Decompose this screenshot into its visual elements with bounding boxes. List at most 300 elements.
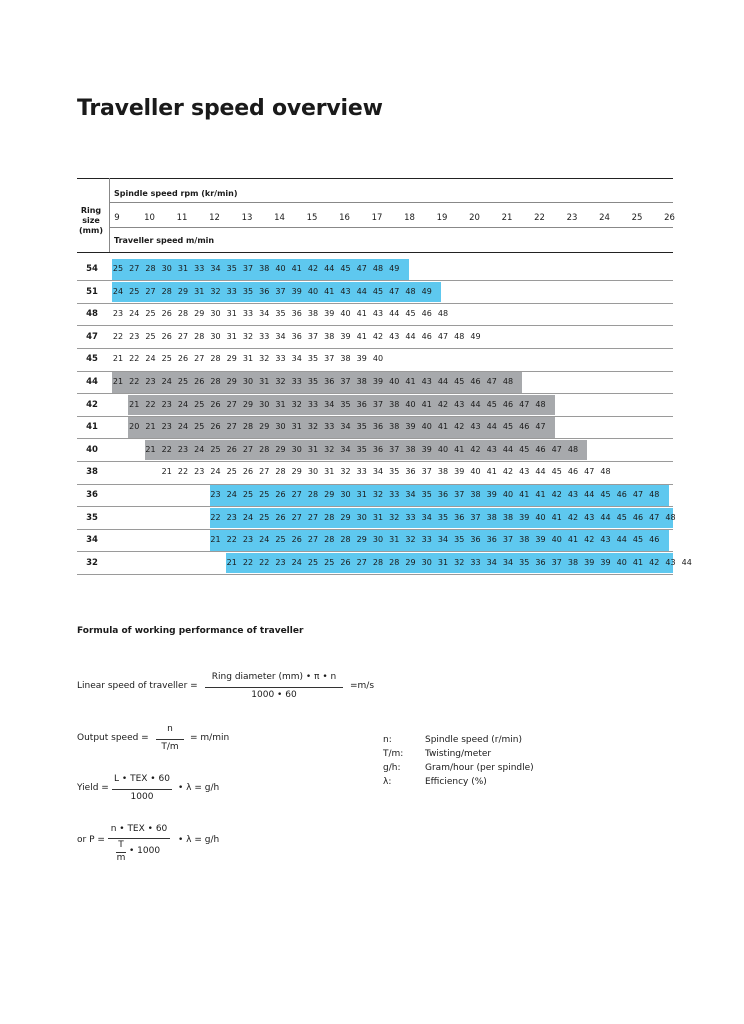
traveller-speed-value: 42 [567,512,579,522]
traveller-speed-value: 27 [307,512,319,522]
traveller-speed-value: 46 [649,535,660,545]
formula-p-bar [108,838,170,839]
traveller-speed-value: 31 [259,377,270,386]
traveller-speed-value: 47 [535,422,546,432]
formula-linear-lhs: Linear speed of traveller = [77,681,198,691]
traveller-speed-value: 33 [324,422,335,432]
formula-output-lhs: Output speed = [77,733,149,743]
traveller-speed-value: 33 [226,286,237,296]
traveller-speed-value: 27 [177,331,189,341]
traveller-speed-value: 47 [649,512,660,522]
spindle-speed-tick: 14 [274,213,285,223]
traveller-speed-value: 21 [161,467,172,477]
traveller-speed-value: 39 [486,490,497,499]
traveller-speed-value: 37 [389,444,400,454]
traveller-speed-value: 45 [372,286,384,296]
traveller-speed-value: 32 [242,331,254,341]
traveller-speed-value: 23 [242,535,254,545]
traveller-speed-header: Traveller speed m/min [114,236,215,245]
traveller-speed-value: 44 [356,286,367,296]
ring-size-label: 48 [86,309,98,320]
traveller-speed-value: 26 [275,490,286,499]
traveller-speed-value: 36 [291,331,302,341]
traveller-speed-value: 36 [437,490,449,499]
traveller-speed-value: 41 [519,490,530,499]
formula-p-den-t: T [118,840,124,850]
spindle-speed-tick: 17 [371,213,383,223]
traveller-speed-value: 27 [291,512,302,522]
traveller-speed-value: 41 [437,422,449,432]
spindle-speed-tick: 12 [209,213,220,223]
traveller-speed-value: 39 [405,422,416,432]
traveller-speed-value: 28 [194,331,205,341]
traveller-speed-value: 44 [584,490,595,499]
traveller-speed-value: 46 [421,309,432,319]
traveller-speed-value: 29 [356,535,367,545]
traveller-speed-value: 45 [600,490,611,499]
traveller-speed-value: 43 [600,535,611,545]
traveller-speed-value: 31 [356,490,367,499]
traveller-speed-value: 44 [486,422,497,432]
traveller-speed-value: 35 [340,399,351,409]
traveller-speed-value: 28 [161,286,172,296]
traveller-speed-value: 36 [259,286,270,296]
page-title: Traveller speed overview [77,96,383,121]
traveller-speed-value: 31 [226,331,237,341]
formula-p-den-m: m [116,853,126,863]
traveller-speed-value: 43 [454,399,465,409]
traveller-speed-value: 39 [372,377,384,386]
traveller-speed-value: 21 [112,377,124,386]
formula-linear-rhs: =m/s [350,681,375,691]
ring-size-label: 40 [86,444,98,455]
spindle-speed-tick: 20 [469,213,480,223]
traveller-speed-value: 25 [145,331,156,341]
spindle-speed-tick: 15 [306,213,318,223]
traveller-speed-value: 33 [405,512,416,522]
traveller-speed-value: 46 [470,377,481,386]
traveller-speed-value: 38 [502,512,514,522]
ring-size-label: 35 [86,512,98,523]
traveller-speed-value: 45 [551,467,562,477]
traveller-speed-value: 29 [405,557,416,567]
legend-description: Spindle speed (r/min) [425,735,523,745]
traveller-speed-value: 21 [145,444,156,454]
traveller-speed-value: 26 [340,557,351,567]
traveller-speed-value: 35 [421,490,432,499]
traveller-speed-value: 26 [161,331,172,341]
traveller-speed-value: 49 [470,331,481,341]
traveller-speed-value: 27 [194,354,205,364]
formula-output-bar [156,739,184,740]
traveller-speed-value: 49 [421,286,432,296]
traveller-speed-value: 32 [372,490,384,499]
traveller-speed-value: 43 [665,557,676,567]
spindle-speed-tick: 11 [176,213,188,223]
traveller-speed-value: 48 [437,309,449,319]
traveller-speed-value: 37 [372,399,384,409]
legend-symbol: n: [383,735,392,745]
traveller-speed-value: 37 [470,512,481,522]
traveller-speed-value: 46 [421,331,432,341]
traveller-speed-value: 22 [259,557,270,567]
traveller-speed-value: 27 [226,422,237,432]
traveller-speed-value: 36 [535,557,546,567]
traveller-speed-value: 44 [535,467,546,477]
traveller-speed-value: 32 [291,399,302,409]
traveller-speed-value: 32 [405,535,416,545]
traveller-speed-value: 46 [567,467,579,477]
traveller-speed-value: 24 [226,490,237,499]
traveller-speed-value: 40 [340,309,351,319]
traveller-speed-value: 32 [340,467,351,477]
traveller-speed-value: 38 [340,354,351,364]
traveller-speed-value: 20 [129,422,140,432]
traveller-speed-value: 48 [665,512,676,522]
traveller-speed-value: 36 [356,399,367,409]
traveller-speed-value: 21 [210,535,221,545]
traveller-speed-value: 48 [405,286,416,296]
formula-p-numerator: n • TEX • 60 [110,824,168,834]
traveller-speed-value: 28 [259,444,270,454]
traveller-speed-value: 39 [421,444,432,454]
traveller-speed-value: 24 [129,309,140,319]
traveller-speed-value: 29 [259,422,270,432]
traveller-speed-table [77,178,692,574]
traveller-speed-value: 29 [242,399,254,409]
traveller-speed-value: 23 [145,377,156,386]
traveller-speed-value: 43 [567,490,579,499]
traveller-speed-value: 26 [291,535,302,545]
traveller-speed-value: 31 [389,535,400,545]
traveller-speed-value: 25 [242,490,254,499]
traveller-speed-value: 33 [389,490,400,499]
traveller-speed-value: 46 [632,512,644,522]
traveller-speed-value: 31 [372,512,384,522]
traveller-speed-value: 33 [275,354,286,364]
traveller-speed-value: 47 [632,490,644,499]
traveller-speed-value: 44 [681,557,692,567]
traveller-speed-value: 46 [535,444,546,454]
traveller-speed-value: 24 [210,467,221,477]
traveller-speed-value: 29 [177,286,189,296]
traveller-speed-value: 32 [259,354,270,364]
traveller-speed-value: 23 [210,490,221,499]
header-rule-1 [109,202,673,203]
traveller-speed-value: 33 [291,377,302,386]
traveller-speed-value: 25 [275,535,286,545]
traveller-speed-value: 43 [519,467,530,477]
traveller-speed-value: 36 [470,535,481,545]
traveller-speed-value: 33 [421,535,432,545]
traveller-speed-value: 48 [454,331,465,341]
ring-size-label: 41 [86,422,98,433]
row-divider [77,574,673,575]
traveller-speed-value: 35 [519,557,530,567]
traveller-speed-value: 27 [356,557,367,567]
traveller-speed-value: 38 [356,377,367,386]
ring-header-line-2: size [82,216,100,225]
traveller-speed-value: 31 [437,557,449,567]
traveller-speed-value: 36 [324,377,335,386]
traveller-speed-value: 40 [389,377,400,386]
traveller-speed-value: 44 [600,512,611,522]
traveller-speed-value: 41 [454,444,465,454]
traveller-speed-value: 46 [502,399,514,409]
traveller-speed-value: 27 [291,490,302,499]
traveller-speed-value: 23 [161,422,172,432]
traveller-speed-value: 25 [177,377,189,386]
traveller-speed-value: 41 [632,557,644,567]
traveller-speed-value: 39 [454,467,465,477]
traveller-speed-value: 25 [210,444,221,454]
traveller-speed-value: 44 [405,331,416,341]
traveller-speed-value: 31 [177,264,189,273]
traveller-speed-value: 34 [210,264,221,273]
traveller-speed-value: 21 [129,399,140,409]
traveller-speed-value: 45 [632,535,644,545]
spindle-speed-tick: 22 [534,213,545,223]
traveller-speed-value: 34 [372,467,384,477]
traveller-speed-value: 22 [145,399,156,409]
traveller-speed-value: 25 [161,354,172,364]
traveller-speed-value: 31 [194,286,205,296]
traveller-speed-value: 23 [226,512,237,522]
traveller-speed-value: 29 [226,354,237,364]
traveller-speed-value: 36 [291,309,302,319]
traveller-speed-value: 31 [226,309,237,319]
traveller-speed-value: 34 [324,399,335,409]
traveller-speed-value: 28 [324,535,335,545]
legend-symbol: T/m: [383,749,404,759]
traveller-speed-value: 34 [405,490,416,499]
legend-description: Gram/hour (per spindle) [425,763,534,773]
traveller-speed-value: 24 [145,354,156,364]
traveller-speed-value: 39 [324,309,335,319]
traveller-speed-value: 24 [259,535,270,545]
traveller-speed-value: 40 [470,467,481,477]
formula-p-rhs: • λ = g/h [178,835,220,845]
traveller-speed-value: 39 [535,535,546,545]
traveller-speed-value: 42 [502,467,514,477]
traveller-speed-value: 40 [307,286,319,296]
traveller-speed-value: 33 [259,331,270,341]
traveller-speed-value: 37 [502,535,514,545]
traveller-speed-value: 43 [340,286,351,296]
traveller-speed-value: 32 [275,377,286,386]
traveller-speed-value: 39 [340,331,351,341]
ring-header-line-3: (mm) [79,226,103,235]
spindle-speed-tick: 18 [404,213,415,223]
traveller-speed-value: 26 [275,512,286,522]
traveller-speed-value: 31 [307,444,319,454]
traveller-speed-value: 27 [129,264,140,273]
traveller-speed-value: 37 [275,286,286,296]
traveller-speed-value: 38 [389,399,400,409]
traveller-speed-value: 33 [194,264,205,273]
traveller-speed-value: 30 [210,309,221,319]
traveller-speed-value: 38 [437,467,449,477]
traveller-speed-value: 36 [405,467,416,477]
traveller-speed-value: 25 [259,490,270,499]
traveller-speed-value: 32 [454,557,465,567]
traveller-speed-value: 47 [519,399,530,409]
traveller-speed-value: 24 [177,422,189,432]
traveller-speed-value: 37 [551,557,562,567]
traveller-speed-value: 35 [307,354,319,364]
traveller-speed-value: 24 [291,557,302,567]
traveller-speed-value: 36 [486,535,497,545]
traveller-speed-value: 45 [519,444,530,454]
traveller-speed-value: 43 [486,444,497,454]
traveller-speed-value: 28 [307,490,319,499]
traveller-speed-value: 25 [307,557,319,567]
traveller-speed-value: 36 [372,422,384,432]
traveller-speed-value: 44 [470,399,481,409]
traveller-speed-value: 32 [389,512,400,522]
traveller-speed-value: 30 [340,490,351,499]
legend-symbol: g/h: [383,763,401,773]
traveller-speed-value: 41 [551,512,562,522]
traveller-speed-value: 47 [486,377,497,386]
traveller-speed-value: 41 [356,309,367,319]
traveller-speed-value: 47 [584,467,595,477]
traveller-speed-value: 39 [600,557,611,567]
traveller-speed-value: 38 [324,331,335,341]
traveller-speed-value: 36 [454,512,465,522]
traveller-speed-value: 23 [194,467,205,477]
traveller-speed-value: 36 [372,444,384,454]
traveller-speed-value: 27 [226,399,237,409]
traveller-speed-value: 33 [356,467,367,477]
traveller-speed-value: 47 [356,264,367,273]
traveller-speed-value: 46 [519,422,530,432]
traveller-speed-value: 43 [372,309,384,319]
formula-linear-bar [205,687,343,688]
traveller-speed-value: 46 [616,490,627,499]
traveller-speed-value: 38 [519,535,530,545]
traveller-speed-value: 44 [502,444,514,454]
traveller-speed-value: 30 [291,444,302,454]
traveller-speed-value: 43 [470,422,481,432]
ring-size-label: 36 [86,490,98,500]
traveller-speed-value: 40 [405,399,416,409]
traveller-speed-value: 29 [226,377,237,386]
traveller-speed-value: 35 [242,286,254,296]
traveller-speed-value: 38 [259,264,270,273]
ring-size-header [77,206,105,236]
traveller-speed-value: 45 [454,377,465,386]
traveller-speed-value: 43 [421,377,432,386]
formula-output-denominator: T/m [161,742,179,752]
traveller-speed-value: 40 [616,557,627,567]
header-rule-2 [109,227,673,228]
traveller-speed-value: 22 [210,512,221,522]
traveller-speed-value: 22 [129,377,140,386]
traveller-speed-value: 35 [226,264,237,273]
traveller-speed-value: 26 [210,422,221,432]
traveller-speed-value: 42 [649,557,660,567]
formula-p-den-rest: • 1000 [129,846,161,856]
traveller-speed-value: 29 [340,512,351,522]
traveller-speed-value: 37 [242,264,254,273]
traveller-speed-value: 26 [242,467,254,477]
traveller-speed-value: 47 [437,331,449,341]
traveller-speed-value: 48 [372,264,384,273]
spindle-speed-header: Spindle speed rpm (kr/min) [114,189,238,198]
traveller-speed-value: 32 [210,286,221,296]
traveller-speed-value: 28 [242,422,254,432]
traveller-speed-value: 33 [307,399,319,409]
traveller-speed-value: 23 [129,331,140,341]
traveller-speed-value: 35 [356,422,367,432]
traveller-speed-value: 40 [437,444,449,454]
traveller-speed-value: 40 [372,354,384,364]
traveller-speed-value: 28 [275,467,286,477]
traveller-speed-value: 28 [210,354,221,364]
traveller-speed-value: 44 [324,264,335,273]
traveller-speed-value: 21 [145,422,156,432]
ring-size-label: 54 [86,264,98,274]
formula-output-numerator: n [167,724,173,734]
traveller-speed-value: 25 [145,309,156,319]
traveller-speed-value: 47 [551,444,562,454]
formula-linear-denominator: 1000 • 60 [251,690,297,700]
traveller-speed-value: 22 [177,467,189,477]
traveller-speed-value: 48 [535,399,546,409]
spindle-speed-tick: 24 [599,213,610,223]
traveller-speed-value: 41 [486,467,497,477]
traveller-speed-value: 45 [405,309,416,319]
traveller-speed-value: 34 [486,557,497,567]
traveller-speed-value: 25 [194,399,205,409]
traveller-speed-value: 44 [389,309,400,319]
traveller-speed-value: 28 [145,264,156,273]
traveller-speed-value: 35 [275,309,286,319]
traveller-speed-value: 34 [437,535,449,545]
traveller-speed-value: 30 [372,535,384,545]
formula-p-lhs: or P = [77,835,105,845]
spindle-speed-tick: 13 [241,213,253,223]
traveller-speed-value: 29 [324,490,335,499]
traveller-speed-value: 26 [210,399,221,409]
traveller-speed-value: 24 [194,444,205,454]
traveller-speed-value: 31 [275,399,286,409]
traveller-speed-value: 23 [161,399,172,409]
formula-yield-bar [112,789,172,790]
ring-size-label: 51 [86,286,98,297]
traveller-speed-value: 28 [340,535,351,545]
traveller-speed-value: 23 [112,309,124,319]
traveller-speed-value: 38 [567,557,579,567]
traveller-speed-value: 30 [307,467,319,477]
traveller-speed-value: 28 [324,512,335,522]
header-bottom-rule [77,252,673,253]
spindle-speed-tick: 21 [501,213,513,223]
formula-yield-rhs: • λ = g/h [178,783,220,793]
ring-size-label: 34 [86,535,98,546]
spindle-speed-tick: 19 [436,213,448,223]
traveller-speed-value: 25 [194,422,205,432]
traveller-speed-value: 24 [112,286,124,296]
traveller-speed-value: 25 [226,467,237,477]
traveller-speed-value: 42 [454,422,465,432]
ring-size-label: 32 [86,557,98,568]
traveller-speed-value: 21 [226,557,237,567]
legend-description: Twisting/meter [425,749,492,759]
traveller-speed-value: 21 [112,354,124,364]
traveller-speed-value: 48 [649,490,660,499]
